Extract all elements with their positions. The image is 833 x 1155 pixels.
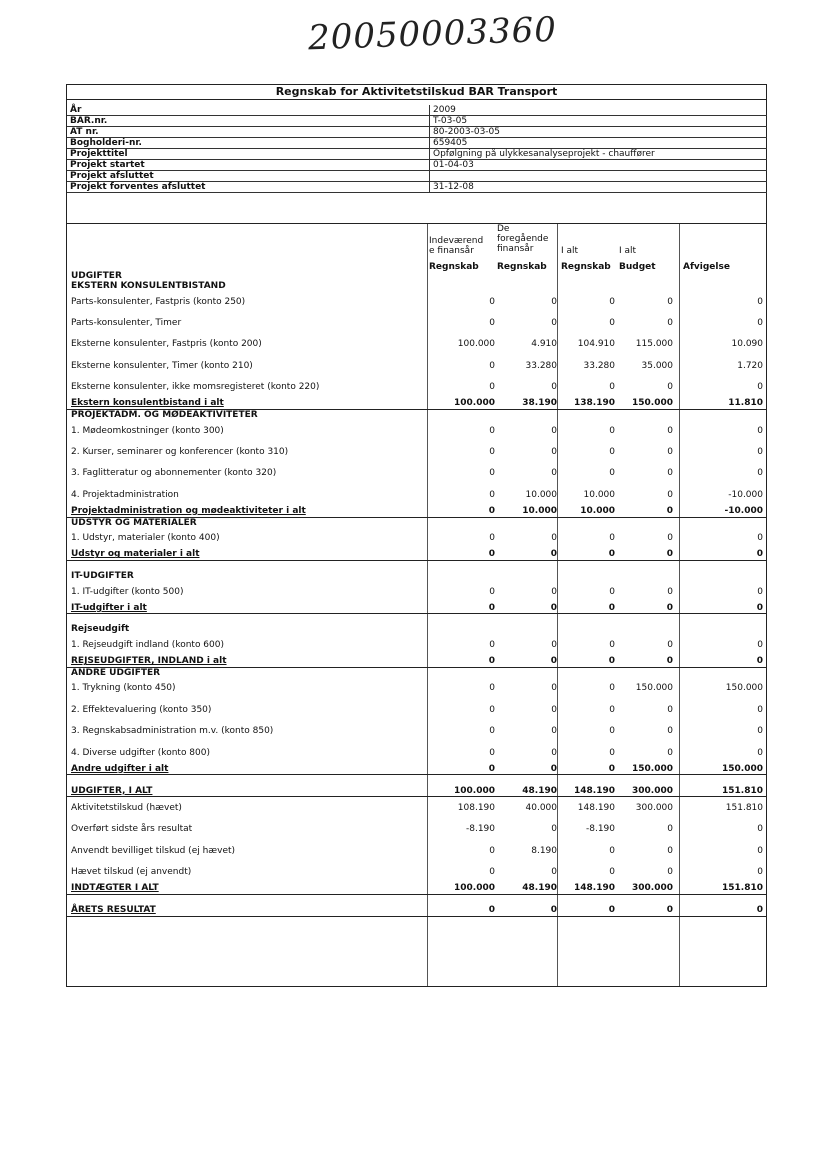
cell-value: 0 <box>609 296 615 307</box>
cell-value: 0 <box>757 586 763 597</box>
row-label: ANDRE UDGIFTER <box>71 667 161 678</box>
table-row <box>67 819 767 840</box>
table-row <box>67 742 767 763</box>
meta-key: Projekttitel <box>67 149 430 160</box>
cell-value: -8.190 <box>585 824 615 835</box>
cell-value: 148.190 <box>577 802 615 813</box>
cell-value: 0 <box>609 639 615 650</box>
cell-value: 0 <box>488 506 495 517</box>
meta-row <box>67 127 767 138</box>
cell-value: 0 <box>757 639 763 650</box>
row-label: 3. Faglitteratur og abonnementer (konto 320) <box>71 468 277 479</box>
row-label: Udstyr og materialer i alt <box>71 549 200 560</box>
project-meta-table <box>67 105 767 193</box>
cell-value: 0 <box>551 468 557 479</box>
row-label: Eksterne konsulenter, Timer (konto 210) <box>71 360 253 371</box>
table-row <box>67 861 767 882</box>
cell-value: 0 <box>551 704 557 715</box>
cell-value: 0 <box>488 905 495 916</box>
col3-bottom: Budget <box>619 262 656 272</box>
cell-value: 0 <box>666 549 673 560</box>
cell-value: 108.190 <box>457 802 495 813</box>
cell-value: 150.000 <box>635 683 673 694</box>
accounting-sheet <box>66 84 767 987</box>
cell-value: 0 <box>756 656 763 667</box>
cell-value: 0 <box>550 602 557 613</box>
cell-value: 100.000 <box>454 883 495 894</box>
cell-value: 33.280 <box>583 360 615 371</box>
total-row <box>67 506 767 518</box>
handwritten-case-number: 20050003360 <box>307 9 558 59</box>
cell-value: 150.000 <box>722 763 763 774</box>
row-label: 1. Rejseudgift indland (konto 600) <box>71 639 224 650</box>
cell-value: 0 <box>608 602 615 613</box>
table-row <box>67 581 767 602</box>
table-row <box>67 312 767 333</box>
cell-value: 10.000 <box>583 489 615 500</box>
cell-value: 0 <box>757 533 763 544</box>
cell-value: 0 <box>489 425 495 436</box>
cell-value: 0 <box>488 763 495 774</box>
meta-row <box>67 138 767 149</box>
cell-value: 0 <box>609 726 615 737</box>
cell-value: 0 <box>609 425 615 436</box>
cell-value: 0 <box>666 602 673 613</box>
cell-value: 100.000 <box>454 785 495 796</box>
cell-value: 1.720 <box>737 360 763 371</box>
cell-value: 138.190 <box>574 398 615 409</box>
cell-value: 0 <box>551 318 557 329</box>
cell-value: 0 <box>667 639 673 650</box>
col0-bottom: Regnskab <box>429 262 479 272</box>
table-row <box>67 355 767 376</box>
cell-value: 0 <box>757 726 763 737</box>
cell-value: 115.000 <box>635 339 673 350</box>
cell-value: 0 <box>756 905 763 916</box>
cell-value: 300.000 <box>632 883 673 894</box>
cell-value: 0 <box>609 867 615 878</box>
cell-value: 0 <box>551 726 557 737</box>
cell-value: 104.910 <box>577 339 615 350</box>
section-heading <box>67 571 767 581</box>
cell-value: -8.190 <box>465 824 495 835</box>
meta-value: Opfølgning på ulykkesanalyseprojekt - chauffører <box>430 149 768 160</box>
row-label: Projektadministration og mødeaktiviteter i alt <box>71 506 306 517</box>
row-label: Andre udgifter i alt <box>71 763 169 774</box>
cell-value: 0 <box>609 683 615 694</box>
meta-value <box>430 171 768 182</box>
cell-value: 38.190 <box>522 398 557 409</box>
col1-top: De foregående finansår <box>497 224 549 254</box>
cell-value: 0 <box>551 824 557 835</box>
cell-value: 48.190 <box>522 883 557 894</box>
cell-value: 0 <box>667 318 673 329</box>
cell-value: 11.810 <box>728 398 763 409</box>
cell-value: 0 <box>489 360 495 371</box>
cell-value: 300.000 <box>635 802 673 813</box>
cell-value: 151.810 <box>725 802 763 813</box>
cell-value: 0 <box>608 905 615 916</box>
col3-top: I alt <box>619 246 637 256</box>
cell-value: 0 <box>551 867 557 878</box>
row-label: IT-udgifter i alt <box>71 602 147 613</box>
table-row <box>67 895 767 905</box>
cell-value: 0 <box>667 382 673 393</box>
meta-row <box>67 105 767 116</box>
table-row <box>67 291 767 312</box>
meta-key: Projekt forventes afsluttet <box>67 182 430 193</box>
section-heading <box>67 518 767 528</box>
total-row <box>67 656 767 668</box>
row-label: Anvendt bevilliget tilskud (ej hævet) <box>71 845 236 856</box>
cell-value: 0 <box>757 704 763 715</box>
column-header <box>67 223 767 272</box>
table-row <box>67 614 767 624</box>
cell-value: 300.000 <box>632 785 673 796</box>
cell-value: 0 <box>609 845 615 856</box>
cell-value: 0 <box>551 683 557 694</box>
cell-value: 0 <box>667 845 673 856</box>
cell-value: 0 <box>550 763 557 774</box>
cell-value: 0 <box>667 726 673 737</box>
row-label: Rejseudgift <box>71 624 130 635</box>
meta-key: Projekt afsluttet <box>67 171 430 182</box>
meta-value: 01-04-03 <box>430 160 768 171</box>
cell-value: 33.280 <box>525 360 557 371</box>
cell-value: 0 <box>609 318 615 329</box>
cell-value: 0 <box>550 905 557 916</box>
meta-key: BAR.nr. <box>67 116 430 127</box>
row-label: EKSTERN KONSULENTBISTAND <box>71 281 226 291</box>
cell-value: 0 <box>489 533 495 544</box>
sheet-title: Regnskab for Aktivitetstilskud BAR Transport <box>67 85 766 100</box>
cell-value: 0 <box>667 296 673 307</box>
cell-value: 0 <box>551 747 557 758</box>
cell-value: 0 <box>489 382 495 393</box>
cell-value: 0 <box>667 747 673 758</box>
cell-value: 0 <box>757 468 763 479</box>
cell-value: 0 <box>609 704 615 715</box>
row-label: Parts-konsulenter, Fastpris (konto 250) <box>71 296 246 307</box>
row-label: REJSEUDGIFTER, INDLAND i alt <box>71 656 227 667</box>
cell-value: 0 <box>550 656 557 667</box>
cell-value: 0 <box>489 639 495 650</box>
section-heading <box>67 271 767 281</box>
cell-value: 0 <box>550 549 557 560</box>
cell-value: 0 <box>757 824 763 835</box>
cell-value: 0 <box>488 549 495 560</box>
cell-value: 0 <box>608 656 615 667</box>
section-heading <box>67 281 767 291</box>
col2-top: I alt <box>561 246 579 256</box>
total-row <box>67 763 767 775</box>
total-row <box>67 602 767 614</box>
cell-value: -10.000 <box>728 489 763 500</box>
section-heading <box>67 410 767 420</box>
cell-value: 0 <box>666 506 673 517</box>
total-row <box>67 883 767 895</box>
cell-value: 0 <box>551 533 557 544</box>
table-row <box>67 699 767 720</box>
cell-value: 0 <box>609 586 615 597</box>
meta-value: 31-12-08 <box>430 182 768 193</box>
cell-value: 0 <box>489 586 495 597</box>
table-row <box>67 720 767 741</box>
cell-value: 0 <box>667 704 673 715</box>
cell-value: 0 <box>667 586 673 597</box>
cell-value: 0 <box>667 824 673 835</box>
cell-value: 0 <box>551 296 557 307</box>
cell-value: 0 <box>551 586 557 597</box>
cell-value: 8.190 <box>531 845 557 856</box>
table-row <box>67 528 767 549</box>
cell-value: 0 <box>757 296 763 307</box>
total-row <box>67 785 767 797</box>
cell-value: 0 <box>609 468 615 479</box>
cell-value: 35.000 <box>641 360 673 371</box>
cell-value: 0 <box>489 704 495 715</box>
row-label: 1. Udstyr, materialer (konto 400) <box>71 533 220 544</box>
table-row <box>67 561 767 571</box>
col2-bottom: Regnskab <box>561 262 611 272</box>
meta-row <box>67 171 767 182</box>
row-label: 2. Effektevaluering (konto 350) <box>71 704 212 715</box>
total-row <box>67 398 767 410</box>
cell-value: 0 <box>608 763 615 774</box>
cell-value: -10.000 <box>724 506 763 517</box>
row-label: 1. Trykning (konto 450) <box>71 683 176 694</box>
table-row <box>67 775 767 785</box>
cell-value: 0 <box>489 747 495 758</box>
cell-value: 0 <box>757 845 763 856</box>
cell-value: 0 <box>757 867 763 878</box>
cell-value: 0 <box>609 447 615 458</box>
row-label: Aktivitetstilskud (hævet) <box>71 802 182 813</box>
row-label: 2. Kurser, seminarer og konferencer (konto 310) <box>71 447 289 458</box>
row-label: UDGIFTER <box>71 271 122 281</box>
row-label: INDTÆGTER I ALT <box>71 883 159 894</box>
cell-value: 0 <box>551 382 557 393</box>
cell-value: 0 <box>667 425 673 436</box>
table-row <box>67 334 767 355</box>
cell-value: 0 <box>667 468 673 479</box>
col4-bottom: Afvigelse <box>683 262 730 272</box>
cell-value: 0 <box>756 602 763 613</box>
accounting-rows <box>67 271 767 917</box>
cell-value: 0 <box>489 683 495 694</box>
cell-value: 0 <box>489 296 495 307</box>
meta-row <box>67 160 767 171</box>
cell-value: 0 <box>551 425 557 436</box>
row-label: Eksterne konsulenter, ikke momsregisteret (konto 220) <box>71 382 320 393</box>
cell-value: 0 <box>488 656 495 667</box>
cell-value: 0 <box>551 447 557 458</box>
cell-value: 0 <box>551 639 557 650</box>
meta-value: 659405 <box>430 138 768 149</box>
meta-row <box>67 116 767 127</box>
meta-key: Projekt startet <box>67 160 430 171</box>
meta-value: 2009 <box>430 105 768 116</box>
row-label: ÅRETS RESULTAT <box>71 905 156 916</box>
cell-value: 150.000 <box>725 683 763 694</box>
cell-value: 10.000 <box>525 489 557 500</box>
row-label: 1. IT-udgifter (konto 500) <box>71 586 184 597</box>
cell-value: 0 <box>757 425 763 436</box>
row-label: 4. Diverse udgifter (konto 800) <box>71 747 210 758</box>
cell-value: 4.910 <box>531 339 557 350</box>
cell-value: 10.000 <box>580 506 615 517</box>
row-label: IT-UDGIFTER <box>71 570 134 581</box>
meta-row <box>67 149 767 160</box>
meta-key: AT nr. <box>67 127 430 138</box>
row-label: Eksterne konsulenter, Fastpris (konto 200) <box>71 339 262 350</box>
meta-key: År <box>67 105 430 116</box>
col0-top: Indeværend e finansår <box>429 236 484 256</box>
row-label: 4. Projektadministration <box>71 489 179 500</box>
cell-value: 10.000 <box>522 506 557 517</box>
row-label: Hævet tilskud (ej anvendt) <box>71 867 192 878</box>
cell-value: 0 <box>667 867 673 878</box>
cell-value: 0 <box>756 549 763 560</box>
cell-value: 150.000 <box>632 398 673 409</box>
table-row <box>67 678 767 699</box>
cell-value: 40.000 <box>525 802 557 813</box>
row-label: Parts-konsulenter, Timer <box>71 318 182 329</box>
cell-value: 0 <box>489 489 495 500</box>
col1-bottom: Regnskab <box>497 262 547 272</box>
cell-value: 0 <box>609 533 615 544</box>
table-row <box>67 463 767 484</box>
cell-value: 100.000 <box>457 339 495 350</box>
cell-value: 0 <box>489 726 495 737</box>
cell-value: 0 <box>489 867 495 878</box>
cell-value: 0 <box>489 845 495 856</box>
cell-value: 0 <box>757 318 763 329</box>
cell-value: 48.190 <box>522 785 557 796</box>
cell-value: 148.190 <box>574 883 615 894</box>
cell-value: 0 <box>488 602 495 613</box>
table-row <box>67 441 767 462</box>
cell-value: 151.810 <box>722 785 763 796</box>
meta-row <box>67 182 767 193</box>
table-row <box>67 634 767 655</box>
row-label: PROJEKTADM. OG MØDEAKTIVITETER <box>71 409 258 420</box>
cell-value: 10.090 <box>731 339 763 350</box>
table-row <box>67 840 767 861</box>
cell-value: 0 <box>667 447 673 458</box>
cell-value: 0 <box>667 533 673 544</box>
cell-value: 100.000 <box>454 398 495 409</box>
table-row <box>67 420 767 441</box>
cell-value: 0 <box>757 447 763 458</box>
table-row <box>67 797 767 818</box>
row-label: UDGIFTER, I ALT <box>71 785 153 796</box>
row-label: 1. Mødeomkostninger (konto 300) <box>71 425 224 436</box>
cell-value: 0 <box>608 549 615 560</box>
table-row <box>67 484 767 505</box>
meta-value: 80-2003-03-05 <box>430 127 768 138</box>
cell-value: 0 <box>666 905 673 916</box>
cell-value: 0 <box>489 468 495 479</box>
meta-value: T-03-05 <box>430 116 768 127</box>
cell-value: 0 <box>489 447 495 458</box>
cell-value: 0 <box>489 318 495 329</box>
meta-key: Bogholderi-nr. <box>67 138 430 149</box>
cell-value: 0 <box>667 489 673 500</box>
cell-value: 150.000 <box>632 763 673 774</box>
total-row <box>67 905 767 917</box>
cell-value: 151.810 <box>722 883 763 894</box>
cell-value: 0 <box>757 747 763 758</box>
cell-value: 0 <box>666 656 673 667</box>
row-label: Overført sidste års resultat <box>71 824 193 835</box>
cell-value: 148.190 <box>574 785 615 796</box>
table-row <box>67 377 767 398</box>
section-heading <box>67 624 767 634</box>
cell-value: 0 <box>609 382 615 393</box>
cell-value: 0 <box>757 382 763 393</box>
total-row <box>67 549 767 561</box>
row-label: Ekstern konsulentbistand i alt <box>71 398 224 409</box>
cell-value: 0 <box>609 747 615 758</box>
row-label: UDSTYR OG MATERIALER <box>71 517 197 528</box>
row-label: 3. Regnskabsadministration m.v. (konto 850) <box>71 726 274 737</box>
section-heading <box>67 668 767 678</box>
